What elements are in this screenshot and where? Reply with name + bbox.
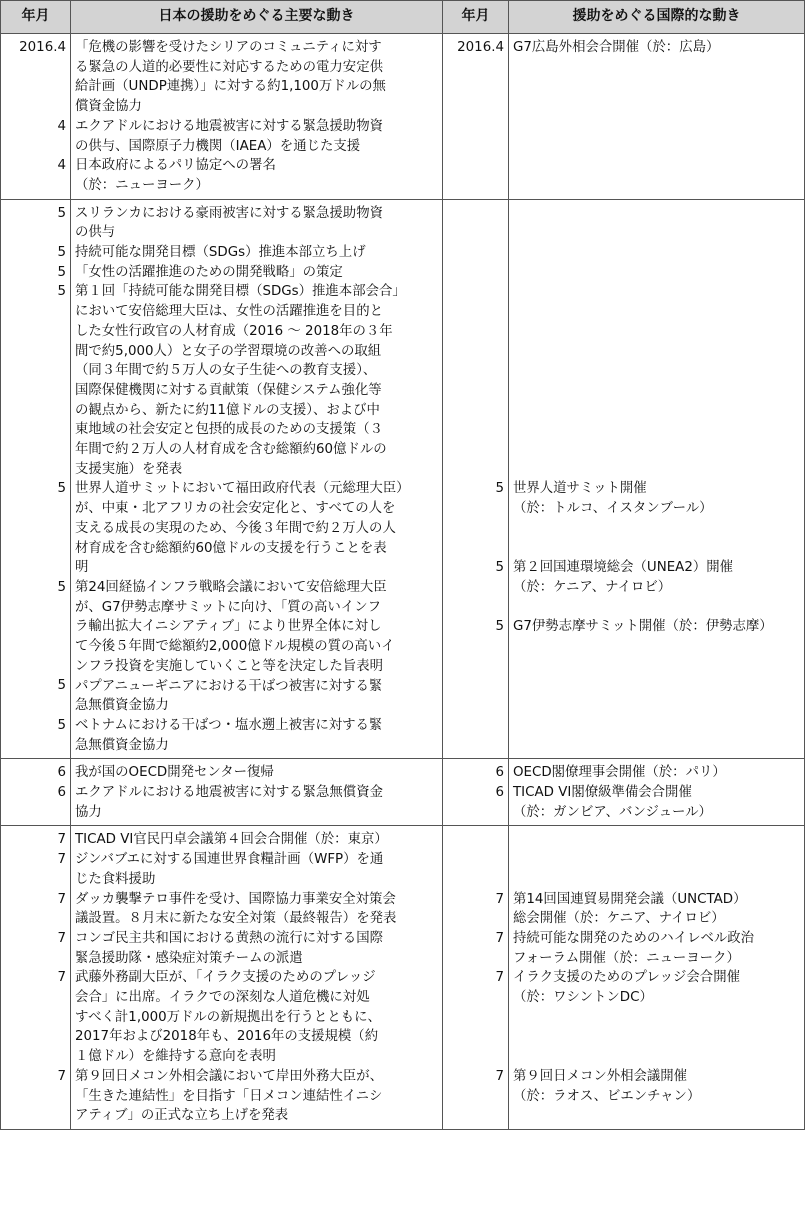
japan-event-line: エクアドルにおける地震被害に対する緊急無償資金 [75, 785, 383, 801]
intl-event [513, 890, 800, 929]
japan-event-line: 会合」に出席。イラクでの深刻な人道危機に対処 [75, 990, 370, 1006]
japan-event-line: が、G7伊勢志摩サミットに向け、「質の高いインフ [75, 599, 381, 615]
japan-event-line: の供与 [75, 225, 116, 241]
japan-event-line: パプアニューギニアにおける干ばつ被害に対する緊 [75, 678, 383, 694]
japan-year-month: 6 [57, 785, 66, 800]
intl-event [513, 968, 800, 1007]
intl-year-month: 5 [495, 560, 504, 576]
japan-event [75, 929, 438, 968]
spacer [513, 1008, 800, 1067]
intl-event-line: 総会開催（於：ケニア、ナイロビ） [513, 911, 725, 927]
table-row [1, 826, 805, 1130]
japan-event-line: 明 [75, 560, 89, 576]
japan-event-line: の観点から、新たに約11億ドルの支援）、および中 [75, 402, 380, 418]
japan-event-line: 材育成を含む総額約60億ドルの支援を行うことを表 [75, 540, 387, 556]
intl-event-line: （於：ケニア、ナイロビ） [513, 579, 672, 595]
intl-event-line: 第２回国連環境総会（UNEA2）開催 [513, 560, 734, 576]
japan-year-month: 4 [57, 118, 66, 134]
japan-event-line: 協力 [75, 804, 102, 820]
japan-event-line: ンフラ投資を実施していくこと等を決定した旨表明 [75, 658, 383, 674]
japan-event-line: 間で約5,000人）と女子の学習環境の改善への取組 [75, 343, 382, 359]
japan-event-line: 「女性の活躍推進のための開発戦略」の策定 [75, 264, 343, 280]
intl-year-month: 7 [495, 970, 504, 986]
japan-event [75, 830, 438, 850]
japan-event-line: 東地域の社会安定と包摂的成長のための支援策（３ [75, 422, 383, 438]
table-body [1, 34, 805, 1130]
japan-event-line: した女性行政官の人材育成（2016 ～ 2018年の３年 [75, 323, 393, 339]
japan-event-line: 第１回「持続可能な開発目標（SDGs）推進本部会合」 [75, 284, 406, 300]
japan-year-month: 5 [57, 205, 66, 221]
intl-event-line: 持続可能な開発のためのハイレベル政治 [513, 930, 755, 946]
intl-event-line: （於：ワシントンDC） [513, 990, 653, 1006]
japan-event-line: 急無償資金協力 [75, 737, 169, 753]
japan-year-month: 7 [57, 1068, 66, 1084]
japan-events-cell [71, 826, 443, 1130]
japan-event [75, 716, 438, 755]
japan-event-line: 償資金協力 [75, 99, 142, 115]
intl-event [513, 763, 800, 783]
intl-year-month: 7 [495, 891, 504, 907]
japan-year-month: 5 [57, 284, 66, 300]
japan-event-line: 年間で約２万人の人材育成を含む総額約60億ドルの [75, 442, 387, 458]
table-row [1, 34, 805, 200]
intl-event [513, 38, 800, 58]
japan-event-line: エクアドルにおける地震被害に対する緊急援助物資 [75, 118, 383, 134]
spacer [513, 598, 800, 618]
japan-event-line: ベトナムにおける干ばつ・塩水遡上被害に対する緊 [75, 717, 383, 733]
japan-event [75, 263, 438, 283]
intl-event [513, 783, 800, 822]
japan-event-line: 2017年および2018年も、2016年の支援規模（約 [75, 1029, 379, 1045]
japan-event-line: の供与、国際原子力機関（IAEA）を通じた支援 [75, 138, 361, 154]
japan-year-month: 7 [57, 891, 66, 907]
japan-event-line: 緊急援助隊・感染症対策チームの派遣 [75, 950, 303, 966]
japan-year-cell [1, 759, 71, 826]
intl-year-cell [443, 759, 509, 826]
japan-event [75, 578, 438, 677]
intl-year-cell [443, 34, 509, 200]
intl-event-line: G7伊勢志摩サミット開催（於：伊勢志摩） [513, 619, 773, 635]
intl-year-month: 7 [495, 1068, 504, 1084]
header-international-aid: 援助をめぐる国際的な動き [509, 1, 805, 34]
japan-event [75, 968, 438, 1067]
header-year-month-intl: 年月 [443, 1, 509, 34]
japan-year-month: 4 [57, 158, 66, 174]
intl-event-line: 世界人道サミット開催 [513, 481, 647, 497]
intl-events-cell [509, 759, 805, 826]
intl-event-line: （於：ガンビア、バンジュール） [513, 804, 712, 820]
japan-event-line: 支える成長の実現のため、今後３年間で約２万人の人 [75, 520, 396, 536]
spacer [443, 598, 504, 618]
japan-event [75, 204, 438, 243]
japan-year-month: 7 [57, 832, 66, 848]
japan-events-cell [71, 34, 443, 200]
spacer [513, 519, 800, 558]
spacer [443, 204, 504, 480]
japan-event [75, 890, 438, 929]
japan-event-line: （同３年間で約５万人の女子生徒への教育支援）、 [75, 363, 377, 379]
japan-event-line: スリランカにおける豪雨被害に対する緊急援助物資 [75, 205, 383, 221]
japan-event-line: 持続可能な開発目標（SDGs）推進本部立ち上げ [75, 245, 366, 261]
japan-event-line: 給計画（UNDP連携）」に対する約1,100万ドルの無 [75, 79, 386, 95]
japan-event-line: 支援実施）を発表 [75, 461, 183, 477]
intl-event-line: TICAD VI閣僚級準備会合開催 [513, 785, 692, 801]
intl-event-line: フォーラム開催（於：ニューヨーク） [513, 950, 740, 966]
japan-events-cell [71, 759, 443, 826]
intl-event [513, 558, 800, 597]
spacer [443, 519, 504, 558]
table-row [1, 759, 805, 826]
intl-events-cell [509, 826, 805, 1130]
intl-event-line: （於：ラオス、ビエンチャン） [513, 1088, 701, 1104]
japan-event [75, 850, 438, 889]
intl-year-month: 7 [495, 930, 504, 946]
japan-event [75, 763, 438, 783]
japan-event [75, 677, 438, 716]
japan-year-month: 2016.4 [19, 40, 66, 55]
japan-event [75, 117, 438, 156]
japan-year-month: 6 [57, 765, 66, 781]
intl-event [513, 617, 800, 637]
japan-event-line: 議設置。８月末に新たな安全対策（最終報告）を発表 [75, 911, 397, 927]
japan-event-line: て今後５年間で総額約2,000億ドル規模の質の高いイ [75, 639, 395, 655]
japan-year-month: 5 [57, 678, 66, 694]
header-year-month: 年月 [1, 1, 71, 34]
intl-year-month: 5 [495, 481, 504, 497]
japan-year-month: 7 [57, 852, 66, 868]
japan-events-cell [71, 199, 443, 759]
japan-event [75, 156, 438, 195]
japan-event-line: 日本政府によるパリ協定への署名 [75, 158, 276, 174]
japan-event [75, 282, 438, 479]
japan-event-line: 武藤外務副大臣が、「イラク支援のためのプレッジ [75, 970, 376, 986]
japan-event-line: 「危機の影響を受けたシリアのコミュニティに対す [75, 40, 382, 55]
japan-event-line: アティブ」の正式な立ち上げを発表 [75, 1108, 289, 1124]
japan-event-line: すべく計1,000万ドルの新規拠出を行うとともに、 [75, 1009, 381, 1025]
japan-year-month: 5 [57, 245, 66, 261]
japan-event-line: 第９回日メコン外相会議において岸田外務大臣が、 [75, 1068, 383, 1084]
japan-year-month: 5 [57, 481, 66, 497]
japan-event-line: 「生きた連結性」を目指す「日メコン連結性イニシ [75, 1088, 383, 1104]
header-japan-aid: 日本の援助をめぐる主要な動き [71, 1, 443, 34]
japan-event-line: 国際保健機関に対する貢献策（保健システム強化等 [75, 382, 382, 398]
japan-event [75, 38, 438, 117]
intl-event-line: G7広島外相会合開催（於：広島） [513, 40, 720, 55]
intl-year-month: 6 [495, 785, 504, 800]
intl-event [513, 929, 800, 968]
japan-event-line: が、中東・北アフリカの社会安定化と、すべての人を [75, 501, 396, 517]
intl-event-line: 第14回国連貿易開発会議（UNCTAD） [513, 891, 747, 907]
japan-event-line: 第24回経協インフラ戦略会議において安倍総理大臣 [75, 579, 387, 595]
table-row [1, 199, 805, 759]
japan-year-cell [1, 34, 71, 200]
intl-event [513, 1067, 800, 1106]
japan-event [75, 479, 438, 578]
japan-year-cell [1, 199, 71, 759]
japan-year-month: 7 [57, 930, 66, 946]
intl-year-month: 5 [495, 619, 504, 635]
japan-event-line: 我が国のOECD開発センター復帰 [75, 765, 274, 781]
intl-event-line: OECD閣僚理事会開催（於：パリ） [513, 765, 726, 781]
spacer [443, 1008, 504, 1067]
intl-event [513, 479, 800, 518]
spacer [513, 204, 800, 480]
japan-year-month: 5 [57, 579, 66, 595]
intl-events-cell [509, 199, 805, 759]
japan-event-line: じた食料援助 [75, 871, 156, 887]
intl-event-line: 第９回日メコン外相会議開催 [513, 1068, 688, 1084]
japan-year-cell [1, 826, 71, 1130]
intl-year-cell [443, 826, 509, 1130]
japan-year-month: 5 [57, 264, 66, 280]
intl-year-month: 6 [495, 765, 504, 781]
japan-event-line: （於：ニューヨーク） [75, 177, 209, 193]
japan-event-line: ラ輸出拡大イニシアティブ」により世界全体に対し [75, 619, 382, 635]
spacer [443, 830, 504, 889]
japan-event-line: ジンバブエに対する国連世界食糧計画（WFP）を通 [75, 852, 384, 868]
intl-event-line: イラク支援のためのプレッジ会合開催 [513, 970, 740, 986]
intl-year-month: 2016.4 [457, 40, 504, 55]
japan-event-line: １億ドル）を維持する意向を表明 [75, 1049, 276, 1065]
japan-year-month: 5 [57, 717, 66, 733]
japan-event [75, 783, 438, 822]
japan-event-line: る緊急の人道的必要性に対応するための電力安定供 [75, 59, 383, 75]
table-header-row [1, 1, 805, 34]
japan-event-line: ダッカ襲撃テロ事件を受け、国際協力事業安全対策会 [75, 891, 396, 907]
intl-events-cell [509, 34, 805, 200]
japan-event [75, 1067, 438, 1126]
japan-year-month: 7 [57, 970, 66, 986]
japan-event-line: TICAD VI官民円卓会議第４回会合開催（於：東京） [75, 832, 388, 848]
japan-event-line: 急無償資金協力 [75, 698, 169, 714]
japan-event-line: において安倍総理大臣は、女性の活躍推進を目的と [75, 304, 383, 320]
japan-event-line: 世界人道サミットにおいて福田政府代表（元総理大臣） [75, 481, 410, 497]
spacer [513, 830, 800, 889]
intl-event-line: （於：トルコ、イスタンブール） [513, 501, 713, 517]
japan-event [75, 243, 438, 263]
japan-event-line: コンゴ民主共和国における黄熱の流行に対する国際 [75, 930, 383, 946]
intl-year-cell [443, 199, 509, 759]
